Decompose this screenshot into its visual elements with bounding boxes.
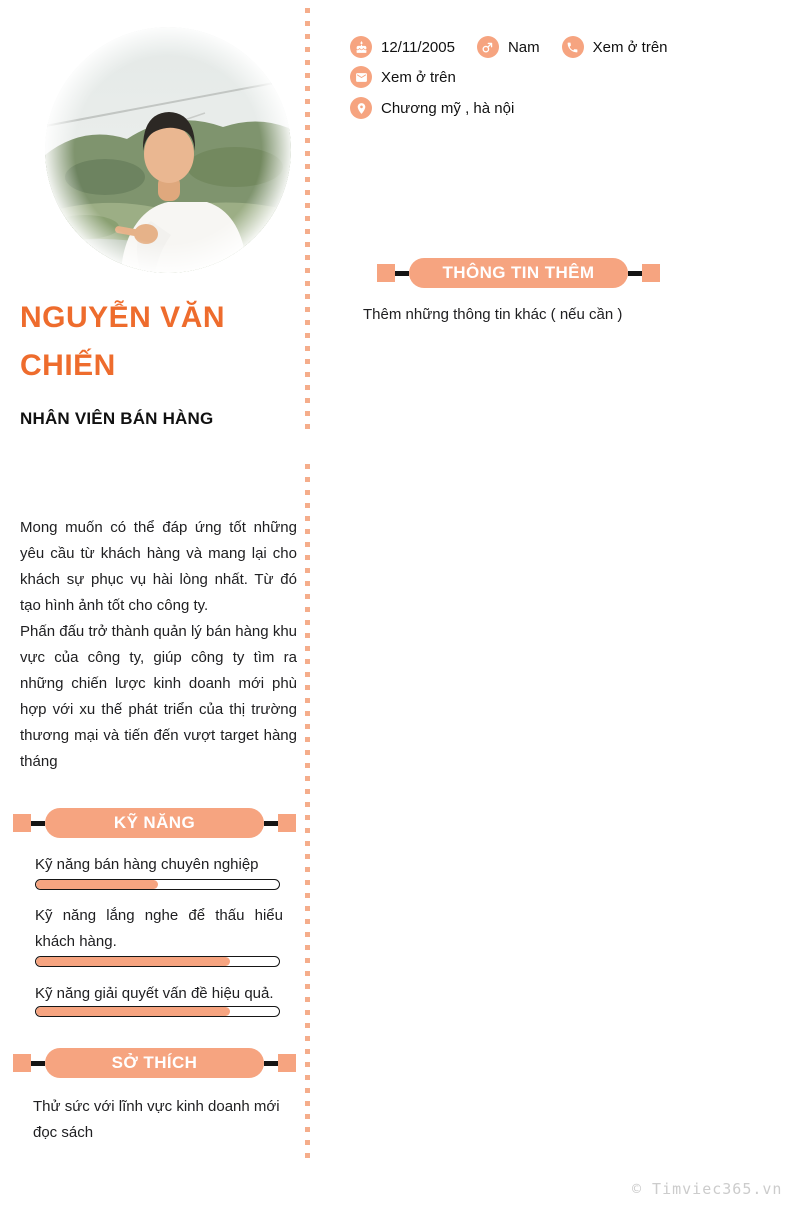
candidate-job-title: NHÂN VIÊN BÁN HÀNG xyxy=(20,409,214,428)
objective-paragraph: Mong muốn có thể đáp ứng tốt những yêu cầu từ khách hàng và mang lại cho khách sự phục vụ hài lòng nhất. Từ đó tạo hình ảnh tốt cho công ty. xyxy=(20,519,297,614)
hobby-item: Thử sức với lĩnh vực kinh doanh mới xyxy=(33,1098,280,1115)
section-header-extra-info xyxy=(377,258,660,288)
skill-progress-bar xyxy=(35,879,280,890)
skill-progress-fill xyxy=(36,957,230,966)
contact-row-2 xyxy=(350,66,456,88)
header-decor-bar xyxy=(264,1061,278,1066)
hobbies-heading: SỞ THÍCH xyxy=(45,1048,264,1078)
header-decor-square xyxy=(13,814,31,832)
skills-heading: KỸ NĂNG xyxy=(45,808,264,838)
section-header-hobbies xyxy=(13,1048,296,1078)
skill-progress-fill xyxy=(36,880,158,889)
career-objective xyxy=(20,515,297,775)
header-decor-bar xyxy=(31,821,45,826)
header-decor-square xyxy=(278,814,296,832)
skill-progress-bar xyxy=(35,1006,280,1017)
hobby-item: đọc sách xyxy=(33,1124,94,1141)
skill-label: Kỹ năng giải quyết vấn đề hiệu quả. xyxy=(35,985,274,1002)
header-decor-square xyxy=(13,1054,31,1072)
header-decor-square xyxy=(278,1054,296,1072)
hobby-list xyxy=(33,1094,280,1146)
header-decor-bar xyxy=(31,1061,45,1066)
objective-paragraph: Phấn đấu trở thành quản lý bán hàng khu vực của công ty, giúp công ty tìm ra những chiến lược kinh doanh mới phù hợp với xu thế phát triển của thị trường thương mại và tiến đến vượt target hàng tháng xyxy=(20,623,297,770)
email-value: Xem ở trên xyxy=(381,68,456,86)
contact-row-3 xyxy=(350,97,514,119)
header-decor-bar xyxy=(264,821,278,826)
extra-info-heading: THÔNG TIN THÊM xyxy=(409,258,628,288)
candidate-name: NGUYỄN VĂN CHIẾN xyxy=(20,301,226,382)
gender-value: Nam xyxy=(507,38,540,56)
section-header-skills xyxy=(13,808,296,838)
header-decor-square xyxy=(642,264,660,282)
header-decor-square xyxy=(377,264,395,282)
email-icon xyxy=(350,66,372,88)
contact-address xyxy=(350,97,514,119)
phone-icon xyxy=(562,36,584,58)
gender-icon xyxy=(477,36,499,58)
phone-value: Xem ở trên xyxy=(592,38,668,56)
birthday-cake-icon xyxy=(350,36,372,58)
watermark: © Timviec365.vn xyxy=(632,1180,783,1198)
column-divider-dotted-bottom xyxy=(305,464,310,1162)
profile-photo xyxy=(45,27,291,273)
skill-label: Kỹ năng lắng nghe để thấu hiểu khách hàng. xyxy=(35,907,283,950)
skill-label: Kỹ năng bán hàng chuyên nghiệp xyxy=(35,856,259,873)
header-decor-bar xyxy=(395,271,409,276)
extra-info-note: Thêm những thông tin khác ( nếu cần ) xyxy=(363,306,623,323)
column-divider-dotted-top xyxy=(305,8,310,435)
contact-phone xyxy=(562,36,668,58)
header-decor-bar xyxy=(628,271,642,276)
contact-birthday xyxy=(350,36,455,58)
address-value: Chương mỹ , hà nội xyxy=(381,99,515,117)
contact-email xyxy=(350,66,456,88)
birthday-value: 12/11/2005 xyxy=(381,38,455,56)
location-icon xyxy=(350,97,372,119)
skill-progress-fill xyxy=(36,1007,230,1016)
profile-photo-illustration xyxy=(45,27,291,273)
contact-row-1 xyxy=(350,36,668,58)
contact-gender xyxy=(477,36,540,58)
skill-progress-bar xyxy=(35,956,280,967)
